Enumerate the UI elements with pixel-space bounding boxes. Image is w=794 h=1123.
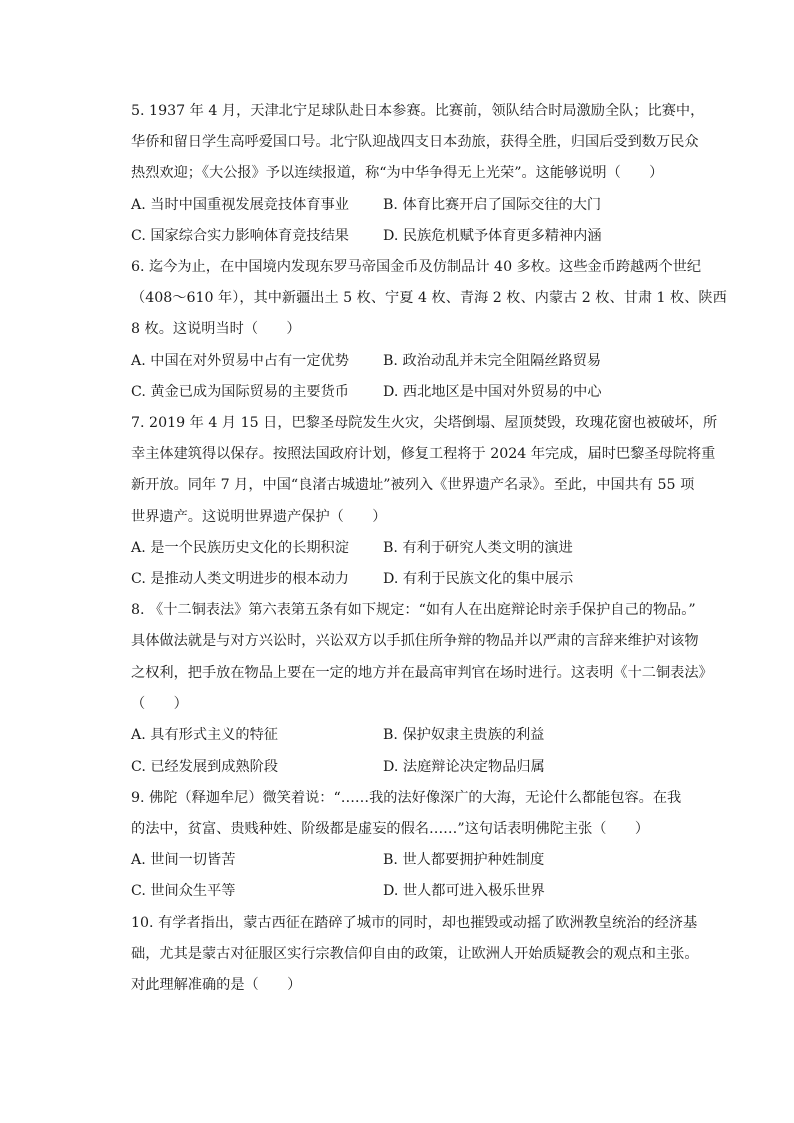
question-9-option-b: B. 世人都要拥护种姓制度 — [383, 852, 545, 868]
question-6-line-3: 8 枚。这说明当时（ ） — [131, 321, 301, 337]
question-5-line-3: 热烈欢迎；《大公报》予以连续报道，称“为中华争得无上光荣”。这能够说明（ ） — [131, 165, 664, 181]
question-6-option-a: A. 中国在对外贸易中占有一定优势 — [131, 353, 349, 369]
question-10-line-1: 10. 有学者指出，蒙古西征在踏碎了城市的同时，却也摧毁或动摇了欧洲教皇统治的经济基 — [131, 915, 698, 931]
question-5-line-2: 华侨和留日学生高呼爱国口号。北宁队迎战四支日本劲旅，获得全胜，归国后受到数万民众 — [131, 134, 699, 150]
question-8-option-c: C. 已经发展到成熟阶段 — [131, 759, 279, 775]
question-10-line-3: 对此理解准确的是（ ） — [131, 977, 302, 993]
question-9-line-1: 9. 佛陀（释迦牟尼）微笑着说：“……我的法好像深广的大海，无论什么都能包容。在我 — [131, 790, 682, 806]
question-9-line-2: 的法中，贫富、贵贱种姓、阶级都是虚妄的假名……”这句话表明佛陀主张（ ） — [131, 821, 650, 837]
question-6-option-d: D. 西北地区是中国对外贸易的中心 — [383, 384, 602, 400]
question-5-line-1: 5. 1937 年 4 月，天津北宁足球队赴日本参赛。比赛前，领队结合时局激励全队；比赛中， — [131, 103, 705, 119]
question-9-option-d: D. 世人都可进入极乐世界 — [383, 883, 545, 899]
question-7-option-d: D. 有利于民族文化的集中展示 — [383, 571, 574, 587]
question-8-line-3: 之权利，把手放在物品上要在一定的地方并在最高审判官在场时进行。这表明《十二铜表法》 — [131, 665, 713, 681]
question-6-option-c: C. 黄金已成为国际贸易的主要货币 — [131, 384, 349, 400]
question-5-option-b: B. 体育比赛开启了国际交往的大门 — [383, 197, 602, 213]
question-5-option-c: C. 国家综合实力影响体育竞技结果 — [131, 228, 349, 244]
question-8-line-2: 具体做法就是与对方兴讼时，兴讼双方以手抓住所争辩的物品并以严肃的言辞来维护对该物 — [131, 633, 699, 649]
question-7-line-2: 幸主体建筑得以保存。按照法国政府计划，修复工程将于 2024 年完成，届时巴黎圣母院将重 — [131, 446, 716, 462]
question-8-option-b: B. 保护奴隶主贵族的利益 — [383, 727, 545, 743]
question-7-option-b: B. 有利于研究人类文明的演进 — [383, 540, 573, 556]
question-7-line-1: 7. 2019 年 4 月 15 日，巴黎圣母院发生火灾，尖塔倒塌、屋顶焚毁，玫瑰花窗也被破坏，所 — [131, 415, 718, 431]
question-5-option-a: A. 当时中国重视发展竞技体育事业 — [131, 197, 349, 213]
question-8-option-d: D. 法庭辩论决定物品归属 — [383, 759, 545, 775]
question-6-option-b: B. 政治动乱并未完全阻隔丝路贸易 — [383, 353, 602, 369]
question-6-line-1: 6. 迄今为止，在中国境内发现东罗马帝国金币及仿制品计 40 多枚。这些金币跨越两个世纪 — [131, 259, 702, 275]
question-6-line-2: （408～610 年），其中新疆出土 5 枚、宁夏 4 枚、青海 2 枚、内蒙古 2 枚、甘肃 1 枚、陕西 — [131, 290, 727, 306]
question-10-line-2: 础，尤其是蒙古对征服区实行宗教信仰自由的政策，让欧洲人开始质疑教会的观点和主张。 — [131, 946, 699, 962]
question-7-line-4: 世界遗产。这说明世界遗产保护（ ） — [131, 509, 387, 525]
question-7-option-c: C. 是推动人类文明进步的根本动力 — [131, 571, 349, 587]
question-7-option-a: A. 是一个民族历史文化的长期积淀 — [131, 540, 349, 556]
question-9-option-c: C. 世间众生平等 — [131, 883, 236, 899]
question-9-option-a: A. 世间一切皆苦 — [131, 852, 236, 868]
question-7-line-3: 新开放。同年 7 月，中国“良渚古城遗址”被列入《世界遗产名录》。至此，中国共有 55 项 — [131, 477, 695, 493]
question-8-line-1: 8. 《十二铜表法》第六表第五条有如下规定：“如有人在出庭辩论时亲手保护自己的物品。” — [131, 602, 696, 618]
question-8-line-4: （ ） — [131, 696, 188, 712]
question-5-option-d: D. 民族危机赋予体育更多精神内涵 — [383, 228, 602, 244]
question-8-option-a: A. 具有形式主义的特征 — [131, 727, 278, 743]
